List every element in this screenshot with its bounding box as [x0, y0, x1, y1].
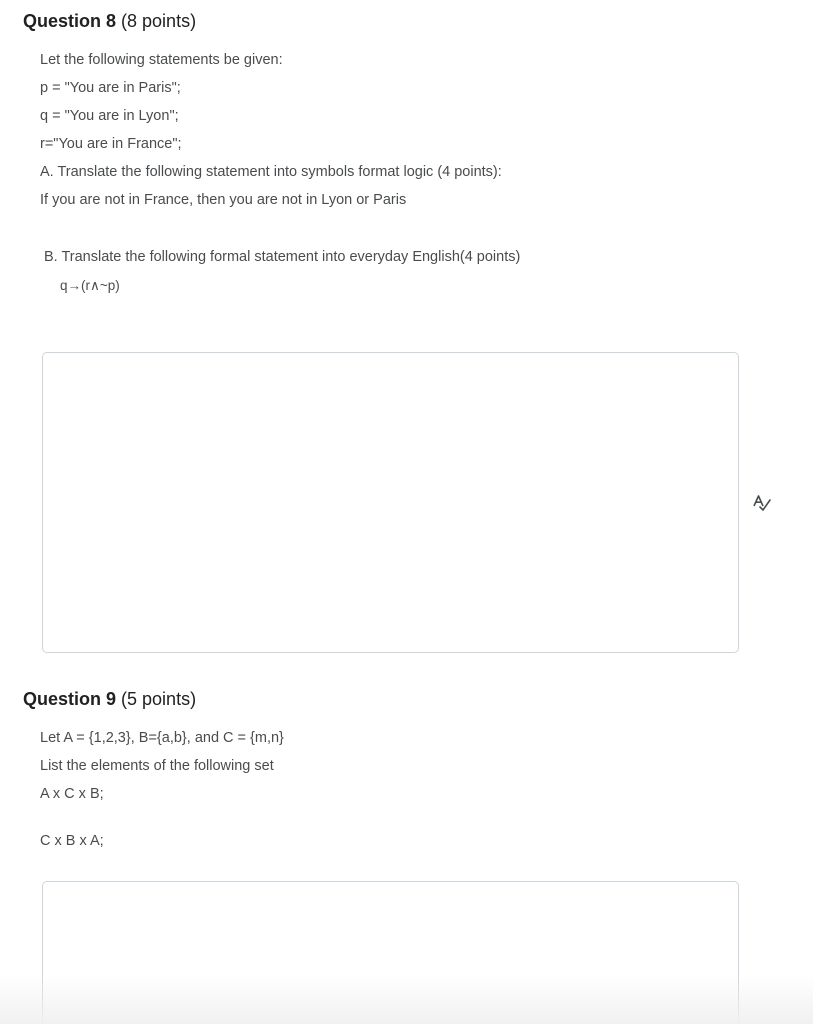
question-9-product-1: A x C x B;: [40, 786, 104, 802]
question-9-answer-input[interactable]: [42, 881, 739, 1024]
question-9-number: Question 9: [23, 689, 117, 709]
part-a-statement: If you are not in France, then you are not in Lyon or Paris: [40, 192, 407, 208]
statement-p: p = "You are in Paris";: [40, 80, 181, 96]
statement-r: r="You are in France";: [40, 136, 182, 152]
question-9-product-2: C x B x A;: [40, 833, 104, 849]
part-b-formula: q→(r∧~p): [60, 278, 120, 293]
question-8-number: Question 8: [23, 11, 117, 31]
question-9-points: (5 points): [121, 689, 197, 709]
part-b-prompt: B. Translate the following formal statement into everyday English(4 points): [44, 249, 521, 265]
question-8-points: (8 points): [121, 11, 197, 31]
question-9-instruction: List the elements of the following set: [40, 758, 274, 774]
part-a-prompt: A. Translate the following statement into symbols format logic (4 points):: [40, 164, 502, 180]
statement-q: q = "You are in Lyon";: [40, 108, 179, 124]
question-8-answer-input[interactable]: [42, 352, 739, 653]
question-9-sets: Let A = {1,2,3}, B={a,b}, and C = {m,n}: [40, 730, 284, 746]
spellcheck-icon[interactable]: [752, 494, 772, 512]
question-8-intro: Let the following statements be given:: [40, 52, 283, 68]
question-9-title: [23, 688, 196, 710]
question-8-title: [23, 10, 196, 32]
